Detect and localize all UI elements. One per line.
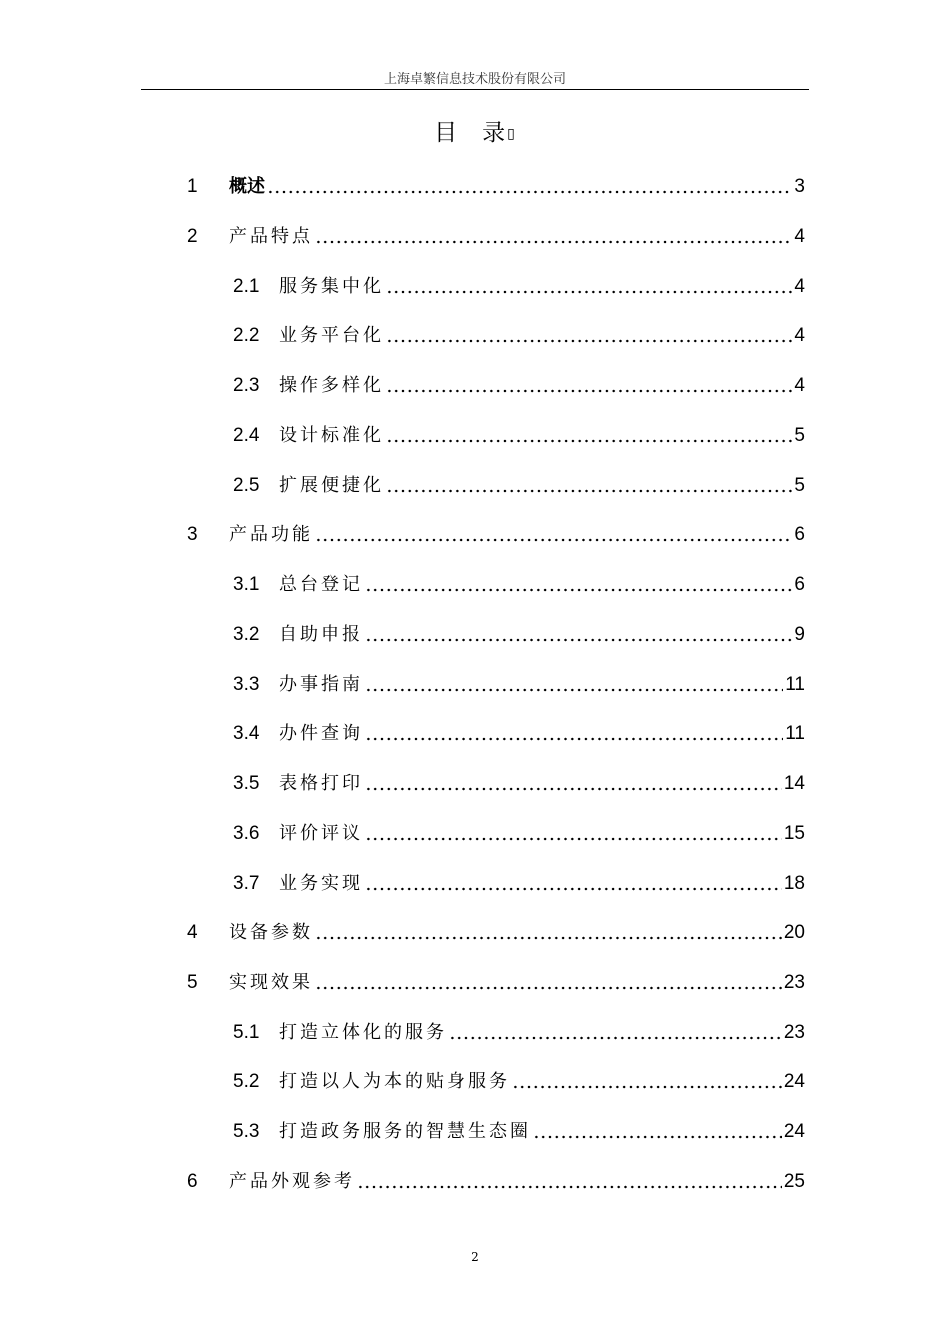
toc-entry-line	[229, 173, 805, 201]
toc-dot-leader	[267, 188, 792, 196]
toc-entry-line	[279, 1068, 805, 1096]
toc-entry-title: 自助申报	[279, 624, 363, 645]
toc-dot-leader	[315, 238, 792, 246]
toc-entry-number: 2.4	[233, 425, 260, 446]
toc-dot-leader	[315, 934, 782, 942]
toc-entry-line	[279, 372, 805, 400]
toc-entry-line	[279, 621, 805, 649]
toc-entry-number: 4	[187, 922, 198, 943]
toc-entry-line	[279, 770, 805, 798]
toc-entry-line	[279, 571, 805, 599]
toc-entry-number: 5.2	[233, 1071, 260, 1092]
toc-entry-line	[279, 720, 805, 748]
toc-dot-leader	[365, 735, 783, 743]
toc-entry-4[interactable]	[0, 919, 950, 947]
toc-entry-title: 扩展便捷化	[279, 475, 384, 496]
toc-entry-line	[279, 422, 805, 450]
toc-dot-leader	[386, 387, 792, 395]
toc-entry-5-3[interactable]	[0, 1118, 950, 1146]
toc-entry-title: 操作多样化	[279, 375, 384, 396]
toc-entry-title: 业务实现	[279, 873, 363, 894]
toc-entry-page: 4	[794, 325, 805, 346]
toc-dot-leader	[365, 885, 782, 893]
toc-dot-leader	[365, 686, 783, 694]
toc-entry-2-5[interactable]	[0, 472, 950, 500]
toc-entry-page: 11	[785, 723, 805, 744]
toc-entry-page: 6	[794, 574, 805, 595]
toc-entry-2-3[interactable]	[0, 372, 950, 400]
toc-entry-title: 实现效果	[229, 972, 313, 993]
toc-entry-page: 5	[794, 475, 805, 496]
toc-dot-leader	[365, 835, 782, 843]
toc-entry-number: 1	[187, 176, 198, 197]
toc-entry-2-1[interactable]	[0, 273, 950, 301]
toc-dot-leader	[365, 586, 792, 594]
toc-entry-page: 4	[794, 375, 805, 396]
toc-dot-leader	[315, 984, 782, 992]
toc-entry-3-4[interactable]	[0, 720, 950, 748]
toc-entry-3-5[interactable]	[0, 770, 950, 798]
toc-entry-number: 3.3	[233, 674, 260, 695]
toc-dot-leader	[365, 785, 782, 793]
toc-entry-page: 3	[794, 176, 805, 197]
toc-entry-line	[279, 322, 805, 350]
toc-entry-line	[279, 671, 805, 699]
toc-entry-line	[279, 820, 805, 848]
toc-entry-page: 4	[794, 226, 805, 247]
toc-entry-page: 24	[783, 1121, 805, 1142]
toc-entry-2-4[interactable]	[0, 422, 950, 450]
toc-entry-title: 设备参数	[229, 922, 313, 943]
toc-entry-page: 9	[794, 624, 805, 645]
toc-entry-page: 4	[794, 276, 805, 297]
toc-entry-title: 设计标准化	[279, 425, 384, 446]
toc-dot-leader	[512, 1083, 782, 1091]
toc-entry-page: 6	[794, 524, 805, 545]
toc-dot-leader	[365, 636, 792, 644]
toc-dot-leader	[386, 288, 792, 296]
toc-entry-title: 表格打印	[279, 773, 363, 794]
toc-entry-number: 3.2	[233, 624, 260, 645]
toc-entry-6[interactable]	[0, 1168, 950, 1196]
toc-entry-line	[229, 919, 805, 947]
toc-entry-line	[229, 223, 805, 251]
toc-entry-line	[279, 273, 805, 301]
toc-title-text: 目 录	[434, 120, 507, 146]
toc-entry-title: 评价评议	[279, 823, 363, 844]
toc-title-mark: ▯	[507, 125, 516, 142]
toc-entry-title: 打造以人为本的贴身服务	[279, 1071, 510, 1092]
toc-dot-leader	[533, 1133, 782, 1141]
toc-entry-title: 业务平台化	[279, 325, 384, 346]
toc-entry-3-3[interactable]	[0, 671, 950, 699]
toc-entry-number: 5.3	[233, 1121, 260, 1142]
toc-entry-line	[279, 870, 805, 898]
toc-entry-page: 25	[783, 1171, 805, 1192]
toc-entry-page: 5	[794, 425, 805, 446]
toc-entry-3-7[interactable]	[0, 870, 950, 898]
toc-entry-number: 2	[187, 226, 198, 247]
toc-entry-number: 3.7	[233, 873, 260, 894]
page-number: 2	[471, 1250, 479, 1264]
toc-entry-number: 2.2	[233, 325, 260, 346]
toc-entry-3-2[interactable]	[0, 621, 950, 649]
toc-entry-title: 服务集中化	[279, 276, 384, 297]
toc-entry-title: 产品功能	[229, 524, 313, 545]
toc-entry-number: 2.5	[233, 475, 260, 496]
toc-entry-page: 14	[783, 773, 805, 794]
toc-entry-title: 办事指南	[279, 674, 363, 695]
toc-entry-2[interactable]	[0, 223, 950, 251]
toc-entry-3-6[interactable]	[0, 820, 950, 848]
toc-entry-title: 产品外观参考	[229, 1171, 355, 1192]
toc-entry-line	[229, 521, 805, 549]
toc-title	[0, 116, 950, 151]
toc-entry-number: 5	[187, 972, 198, 993]
toc-entry-number: 2.3	[233, 375, 260, 396]
toc-entry-number: 6	[187, 1171, 198, 1192]
toc-dot-leader	[449, 1034, 782, 1042]
toc-entry-5-1[interactable]	[0, 1019, 950, 1047]
toc-entry-3[interactable]	[0, 521, 950, 549]
toc-entry-number: 3.4	[233, 723, 260, 744]
toc-entry-number: 2.1	[233, 276, 260, 297]
toc-entry-3-1[interactable]	[0, 571, 950, 599]
toc-entry-title: 产品特点	[229, 226, 313, 247]
toc-dot-leader	[386, 337, 792, 345]
toc-entry-title: 打造政务服务的智慧生态圈	[279, 1121, 531, 1142]
toc-entry-5[interactable]	[0, 969, 950, 997]
toc-entry-page: 20	[783, 922, 805, 943]
toc-dot-leader	[357, 1183, 782, 1191]
toc-entry-line	[279, 1118, 805, 1146]
toc-entry-number: 3	[187, 524, 198, 545]
toc-entry-page: 23	[783, 972, 805, 993]
toc-entry-number: 3.5	[233, 773, 260, 794]
header-divider	[141, 89, 809, 90]
toc-entry-2-2[interactable]	[0, 322, 950, 350]
toc-entry-page: 18	[783, 873, 805, 894]
toc-entry-page: 24	[783, 1071, 805, 1092]
toc-entry-line	[229, 1168, 805, 1196]
toc-entry-page: 23	[783, 1022, 805, 1043]
toc-entry-line	[229, 969, 805, 997]
page-header-company: 上海卓繁信息技术股份有限公司	[383, 72, 566, 87]
toc-entry-title: 总台登记	[279, 574, 363, 595]
toc-entry-title: 办件查询	[279, 723, 363, 744]
toc-entry-number: 5.1	[233, 1022, 260, 1043]
toc-entry-title: 打造立体化的服务	[279, 1022, 447, 1043]
toc-entry-1[interactable]	[0, 173, 950, 201]
toc-dot-leader	[315, 536, 792, 544]
toc-entry-page: 11	[785, 674, 805, 695]
toc-entry-line	[279, 1019, 805, 1047]
toc-dot-leader	[386, 437, 792, 445]
toc-entry-line	[279, 472, 805, 500]
toc-entry-title: 概述	[229, 176, 265, 197]
toc-dot-leader	[386, 487, 792, 495]
toc-entry-page: 15	[783, 823, 805, 844]
toc-entry-number: 3.1	[233, 574, 260, 595]
toc-entry-5-2[interactable]	[0, 1068, 950, 1096]
toc-entry-number: 3.6	[233, 823, 260, 844]
